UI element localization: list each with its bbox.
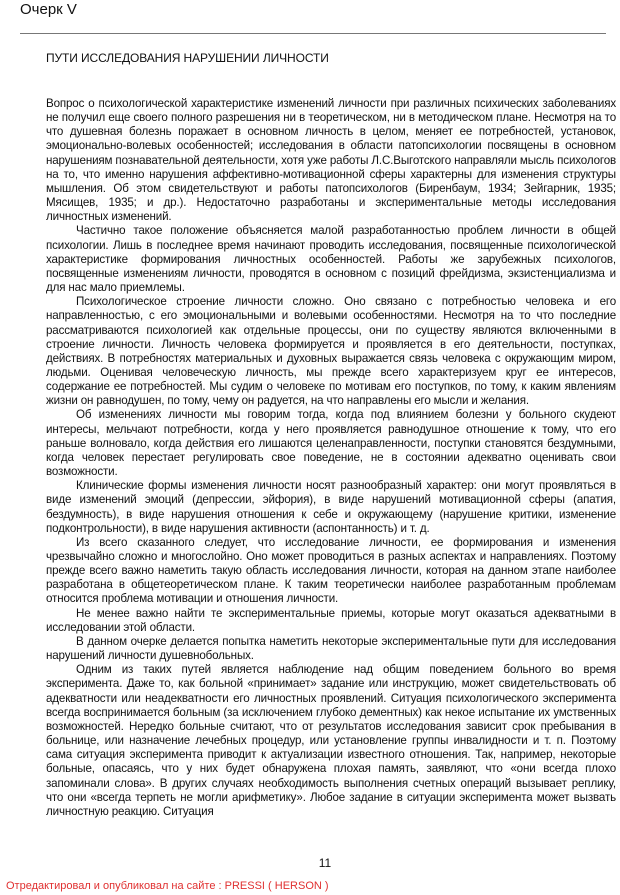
chapter-header: Очерк V [20,1,77,18]
paragraph: Не менее важно найти те экспериментальные приемы, которые могут оказаться адекватными в исследовании этой области. [46,606,616,634]
header-divider [20,33,606,34]
publisher-footer: Отредактировал и опубликовал на сайте : PRESSI ( HERSON ) [6,880,329,892]
body-text [46,97,616,819]
paragraph: Психологическое строение личности сложно. Оно связано с потребностью человека и его направленностью, с его эмоциональными и волевыми особенностями. Несмотря на то что последние рассматриваются психологией как отдельные процессы, они по существу являются включенными в строение личности. Личность человека формируется и проявляется в его деятельности, поступках, действиях. В потребностях материальных и духовных выражается связь человека с окружающим миром, людьми. Оценивая человеческую личность, мы прежде всего характеризуем круг ее интересов, содержание ее потребностей. Мы судим о человеке по мотивам его поступков, по тому, к каким явлениям жизни он равнодушен, по тому, чему он радуется, на что направлены его мысли и желания. [46,295,616,408]
section-title: ПУТИ ИССЛЕДОВАНИЯ НАРУШЕНИИ ЛИЧНОСТИ [46,51,329,65]
paragraph: В данном очерке делается попытка наметить некоторые экспериментальные пути для исследования нарушений личности душевнобольных. [46,634,616,663]
paragraph: Клинические формы изменения личности носят разнообразный характер: они могут проявляться в виде изменений эмоций (депрессии, эйфория), в виде нарушений мотивационной сферы (апатия, бездумность), в виде нарушения отношения к себе и окружающему (нарушение критики, изменение подконтрольности), в виде нарушения активности (аспонтанность) и т. д. [46,479,616,535]
paragraph: Об изменениях личности мы говорим тогда, когда под влиянием болезни у больного скудеют интересы, мельчают потребности, когда у него проявляется равнодушное отношение к тому, что его раньше волновало, когда действия его лишаются целенаправленности, поступки становятся бездумными, когда человек перестает регулировать свое поведение, не в состоянии адекватно оценивать свои возможности. [46,408,616,479]
paragraph: Одним из таких путей является наблюдение над общим поведением больного во время эксперимента. Даже то, как больной «принимает» задание или инструкцию, может свидетельствовать об адекватности или неадекватности его личностных проявлений. Ситуация психологического эксперимента всегда воспринимается больным (за исключением глубоко дементных) как некое испытание их умственных возможностей. Нередко больные считают, что от результатов исследования зависит срок пребывания в больнице, или назначение лечебных процедур, или установление группы инвалидности и т. п. Поэтому сама ситуация эксперимента приводит к актуализации известного отношения. Так, например, некоторые больные, опасаясь, что у них будет обнаружена плохая память, заявляют, что «они всегда плохо запоминали слова». В других случаях необходимость выполнения счетных операций вызывает реплику, что они «всегда терпеть не могли арифметику». Любое задание в ситуации эксперимента может вызвать личностную реакцию. Ситуация [46,663,616,818]
paragraph: Из всего сказанного следует, что исследование личности, ее формирования и изменения чрезвычайно сложно и многослойно. Оно может проводиться в разных аспектах и направлениях. Поэтому прежде всего важно наметить такую область исследования личности, которая на данном этапе наиболее разработана в общетеоретическом плане. К таким теоретически наиболее разработанным проблемам относится проблема мотивации и отношения личности. [46,535,616,606]
paragraph: Вопрос о психологической характеристике изменений личности при различных психических заболеваниях не получил еще своего полного разрешения ни в теоретическом, ни в методическом плане. Несмотря на то что душевная болезнь поражает в основном личность в целом, меняет ее потребностей, установок, эмоционально-волевых особенностей; исследования в области патопсихологии посвящены в основном нарушениям познавательной деятельности, хотя уже работы Л.С.Выготского направляли мысль психологов на то, что именно нарушения аффективно-мотивационной сферы характерны для изменения структуры мышления. Об этом свидетельствуют и работы патопсихологов (Биренбаум, 1934; Зейгарник, 1935; Мясищев, 1935; и др.). Недостаточно разработаны и экспериментальные методы исследования личностных изменений. [46,97,616,224]
page-number: 11 [318,856,332,870]
paragraph: Частично такое положение объясняется малой разработанностью проблем личности в общей психологии. Лишь в последнее время начинают проводить исследования, посвященные психологической характеристике формирования личностных особенностей. Работы же зарубежных психологов, посвященные изменениям личности, проводятся в основном с позиций фрейдизма, экзистенциализма и для нас мало приемлемы. [46,224,616,295]
